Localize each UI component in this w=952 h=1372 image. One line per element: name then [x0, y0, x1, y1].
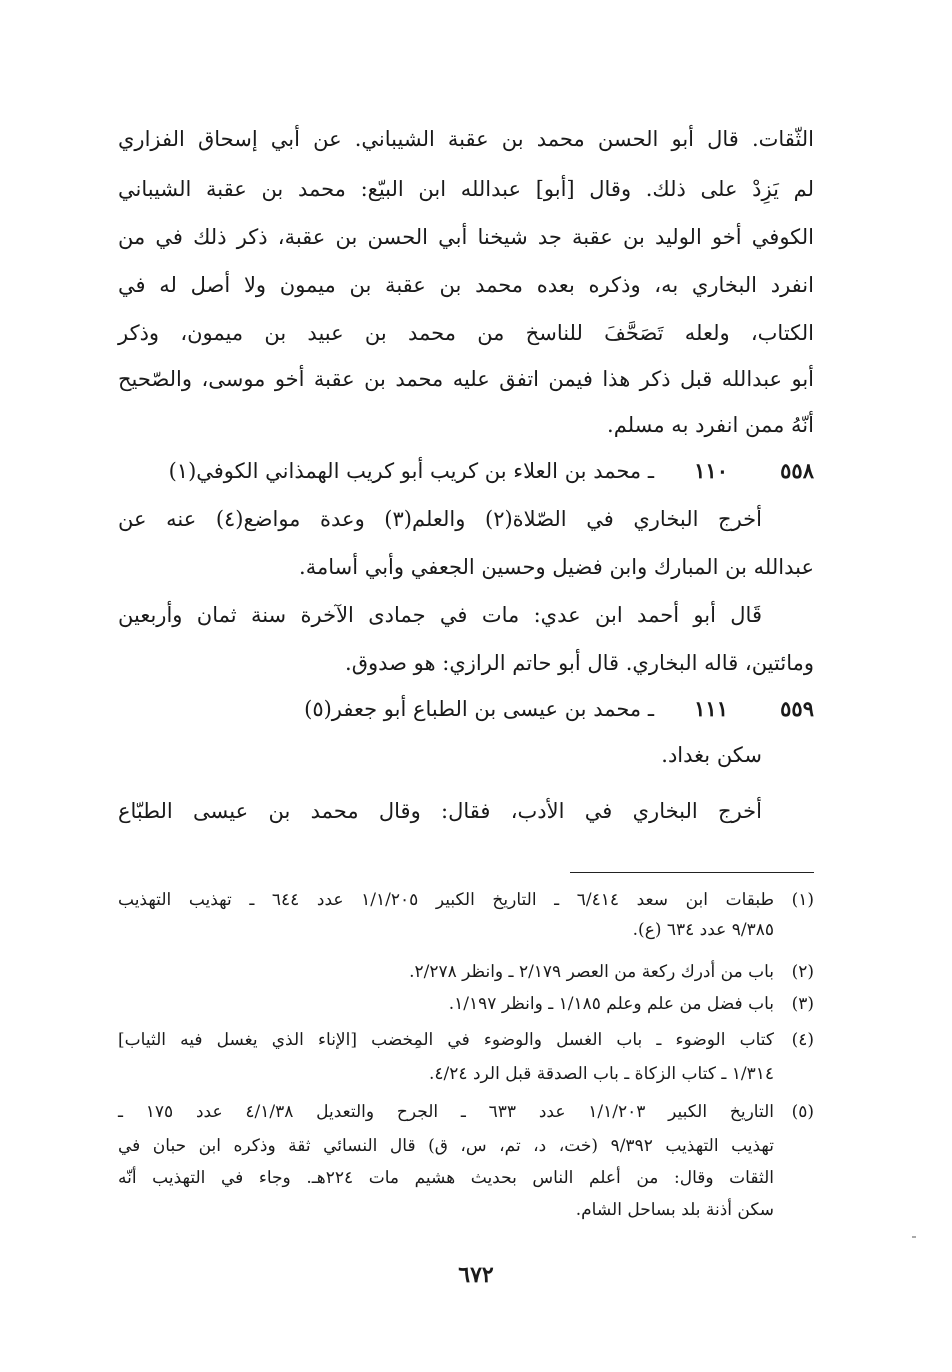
footnote-line: سكن أذنة بلد بساحل الشام.: [575, 1200, 774, 1220]
text-line: أخرج البخاري في الأدب، فقال: وقال محمد بن عيسى الطبّاع: [118, 799, 762, 823]
text-line: عبدالله بن المبارك وابن فضيل وحسين الجعفي وأبي أسامة.: [299, 555, 814, 579]
text-line: الكوفي أخو الوليد بن عقبة جد شيخنا أبي الحسن بن عقبة، ذكر ذلك في من: [118, 225, 814, 249]
footnote-number: (٢): [791, 962, 814, 982]
text-line: انفرد البخاري به، وذكره بعده محمد بن عقبة بن ميمون ولا أصل له في: [118, 273, 814, 297]
footnote: [118, 1098, 814, 1228]
scan-speck: [912, 1236, 916, 1238]
footnote-number: (٣): [791, 994, 814, 1014]
footnotes: [118, 0, 814, 1250]
text-line: الكتاب، ولعله تَصَحَّفَ للناسخ من محمد بن عبيد بن ميمون، وذكر: [118, 321, 814, 345]
entry-number: ٥٥٨: [780, 458, 814, 483]
text-line: ومائتين، قاله البخاري. قال أبو حاتم الرازي: هو صدوق.: [345, 651, 814, 675]
text-line: قَال أبو أحمد ابن عدي: مات في جمادى الآخرة سنة ثمان وأربعين: [118, 603, 762, 627]
entry-sub-number: ١١٠: [694, 458, 728, 483]
text-line: أبو عبدالله قبل ذكر هذا فيمن اتفق عليه محمد بن عقبة أخو موسى، والصّحيح: [118, 367, 814, 391]
footnote-line: ٩/٣٨٥ عدد ٦٣٤ (ع).: [632, 920, 774, 940]
entry-title: ـ محمد بن العلاء بن كريب أبو كريب الهمذاني الكوفي(١): [168, 459, 654, 483]
page-number: ٦٧٢: [458, 1262, 494, 1288]
footnote-number: (٥): [791, 1102, 814, 1122]
footnote: [118, 958, 814, 988]
footnote-line: طبقات ابن سعد ٦/٤١٤ ـ التاريخ الكبير ١/١/٢٠٥ عدد ٦٤٤ ـ تهذيب التهذيب: [118, 890, 775, 910]
text-line: الثّقات. قال أبو الحسن محمد بن عقبة الشيباني. عن أبي إسحاق الفزاري: [118, 127, 814, 151]
footnote-line: كتاب الوضوء ـ باب الغسل والوضوء في المِخضب [الإناء الذي يغسل فيه الثياب]: [118, 1030, 774, 1050]
footnote: [118, 990, 814, 1020]
footnote-number: (٤): [791, 1030, 814, 1050]
footnote-line: تهذيب التهذيب ٩/٣٩٢ (خت، د، تم، س، ق) قال النسائي ثقة وذكره ابن حبان في: [118, 1136, 774, 1156]
text-line: أنّهُ ممن انفرد به مسلم.: [607, 413, 814, 437]
entry-number: ٥٥٩: [780, 696, 814, 721]
footnote-line: التاريخ الكبير ١/١/٢٠٣ عدد ٦٣٣ ـ الجرح والتعديل ٤/١/٣٨ عدد ١٧٥ ـ: [118, 1102, 774, 1122]
footnote: [118, 886, 814, 946]
text-line: أخرج البخاري في الصّلاة(٢) والعلم(٣) وعدة مواضع(٤) عنه عن: [118, 507, 762, 531]
entry-sub-number: ١١١: [694, 696, 728, 721]
text-line: لم يَزِدْ على ذلك. وقال [أبو] عبدالله ابن البيّع: محمد بن عقبة الشيباني: [118, 177, 814, 201]
footnote-line: ١/٣١٤ ـ كتاب الزكاة ـ باب الصدقة قبل الرد ٤/٢٤.: [429, 1064, 774, 1084]
footnote-line: باب من أدرك ركعة من العصر ٢/١٧٩ ـ وانظر ٢/٢٧٨.: [409, 962, 774, 982]
text-line: سكن بغداد.: [661, 743, 762, 767]
entry-title: ـ محمد بن عيسى بن الطباع أبو جعفر(٥): [304, 697, 654, 721]
footnote-line: الثقات وقال: من أعلم الناس بحديث هشيم مات ٢٢٤هـ. وجاء في التهذيب أنّه: [118, 1168, 774, 1188]
footnote-line: باب فضل من علم وعلم ١/١٨٥ ـ وانظر ١/١٩٧.: [448, 994, 774, 1014]
footnote-number: (١): [791, 890, 814, 910]
footnote: [118, 1026, 814, 1086]
